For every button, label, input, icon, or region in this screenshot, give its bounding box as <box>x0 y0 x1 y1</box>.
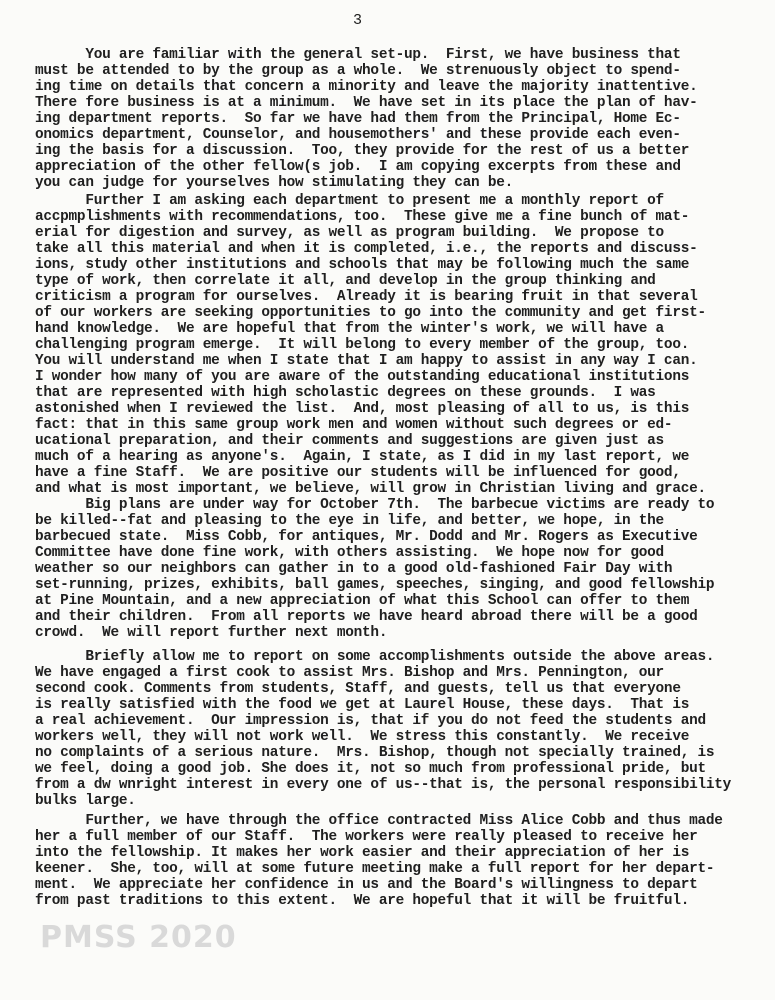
text-line: that are represented with high scholastic degrees on these grounds. I was <box>35 385 656 401</box>
text-line: second cook. Comments from students, Staff, and guests, tell us that everyone <box>35 681 681 697</box>
text-line: into the fellowship. It makes her work easier and their appreciation of her is <box>35 845 690 861</box>
text-line: her a full member of our Staff. The workers were really pleased to receive her <box>35 829 698 845</box>
text-line: fact: that in this same group work men and women without such degrees or ed- <box>35 417 673 433</box>
text-line: challenging program emerge. It will belong to every member of the group, too. <box>35 337 690 353</box>
text-line: much of a hearing as anyone's. Again, I state, as I did in my last report, we <box>35 449 690 465</box>
text-line: ions, study other institutions and schools that may be following much the same <box>35 257 690 273</box>
text-line: we feel, doing a good job. She does it, not so much from professional pride, but <box>35 761 706 777</box>
text-line: Big plans are under way for October 7th. The barbecue victims are ready to <box>35 497 715 513</box>
text-line: Committee have done fine work, with others assisting. We hope now for good <box>35 545 664 561</box>
page-number: 3 <box>353 12 363 29</box>
text-line: keener. She, too, will at some future meeting make a full report for her depart- <box>35 861 715 877</box>
text-line: accpmplishments with recommendations, too. These give me a fine bunch of mat- <box>35 209 690 225</box>
text-line: You will understand me when I state that I am happy to assist in any way I can. <box>35 353 698 369</box>
text-line: Further I am asking each department to present me a monthly report of <box>35 193 664 209</box>
text-line: ing time on details that concern a minority and leave the majority inattentive. <box>35 79 698 95</box>
text-line: astonished when I reviewed the list. And, most pleasing of all to us, is this <box>35 401 690 417</box>
text-line: ing department reports. So far we have had them from the Principal, Home Ec- <box>35 111 681 127</box>
text-line: be killed--fat and pleasing to the eye in life, and better, we hope, in the <box>35 513 664 529</box>
text-line: have a fine Staff. We are positive our students will be influenced for good, <box>35 465 681 481</box>
text-line: You are familiar with the general set-up. First, we have business that <box>35 47 681 63</box>
text-line: crowd. We will report further next month. <box>35 625 388 641</box>
text-line: must be attended to by the group as a whole. We strenuously object to spend- <box>35 63 681 79</box>
text-line: take all this material and when it is completed, i.e., the reports and discuss- <box>35 241 698 257</box>
text-line: I wonder how many of you are aware of the outstanding educational institutions <box>35 369 690 385</box>
text-line: workers well, they will not work well. We stress this constantly. We receive <box>35 729 690 745</box>
text-line: of our workers are seeking opportunities to go into the community and get first- <box>35 305 706 321</box>
text-line: hand knowledge. We are hopeful that from the winter's work, we will have a <box>35 321 664 337</box>
text-line: weather so our neighbors can gather in to a good old-fashioned Fair Day with <box>35 561 673 577</box>
text-line: onomics department, Counselor, and housemothers' and these provide each even- <box>35 127 681 143</box>
text-line: bulks large. <box>35 793 136 809</box>
text-line: at Pine Mountain, and a new appreciation of what this School can offer to them <box>35 593 690 609</box>
text-line: Briefly allow me to report on some accomplishments outside the above areas. <box>35 649 715 665</box>
text-line: ucational preparation, and their comments and suggestions are given just as <box>35 433 664 449</box>
text-line: type of work, then correlate it all, and develop in the group thinking and <box>35 273 656 289</box>
text-line: set-running, prizes, exhibits, ball games, speeches, singing, and good fellowship <box>35 577 715 593</box>
text-line: is really satisfied with the food we get at Laurel House, these days. That is <box>35 697 690 713</box>
text-line: from past traditions to this extent. We are hopeful that it will be fruitful. <box>35 893 690 909</box>
text-line: no complaints of a serious nature. Mrs. Bishop, though not specially trained, is <box>35 745 715 761</box>
text-line: There fore business is at a minimum. We have set in its place the plan of hav- <box>35 95 698 111</box>
text-line: a real achievement. Our impression is, that if you do not feed the students and <box>35 713 706 729</box>
text-line: ing the basis for a discussion. Too, they provide for the rest of us a better <box>35 143 690 159</box>
text-line: Further, we have through the office contracted Miss Alice Cobb and thus made <box>35 813 723 829</box>
text-line: and what is most important, we believe, will grow in Christian living and grace. <box>35 481 706 497</box>
text-line: erial for digestion and survey, as well as program building. We propose to <box>35 225 664 241</box>
text-line: ment. We appreciate her confidence in us and the Board's willingness to depart <box>35 877 698 893</box>
text-line: and their children. From all reports we have heard abroad there will be a good <box>35 609 698 625</box>
text-line: We have engaged a first cook to assist Mrs. Bishop and Mrs. Pennington, our <box>35 665 664 681</box>
text-line: from a dw wnright interest in every one of us--that is, the personal responsibility <box>35 777 732 793</box>
text-line: barbecued state. Miss Cobb, for antiques, Mr. Dodd and Mr. Rogers as Executive <box>35 529 698 545</box>
text-line: appreciation of the other fellow(s job. I am copying excerpts from these and <box>35 159 681 175</box>
watermark: PMSS 2020 <box>40 920 237 955</box>
text-line: criticism a program for ourselves. Already it is bearing fruit in that several <box>35 289 698 305</box>
text-line: you can judge for yourselves how stimulating they can be. <box>35 175 513 191</box>
